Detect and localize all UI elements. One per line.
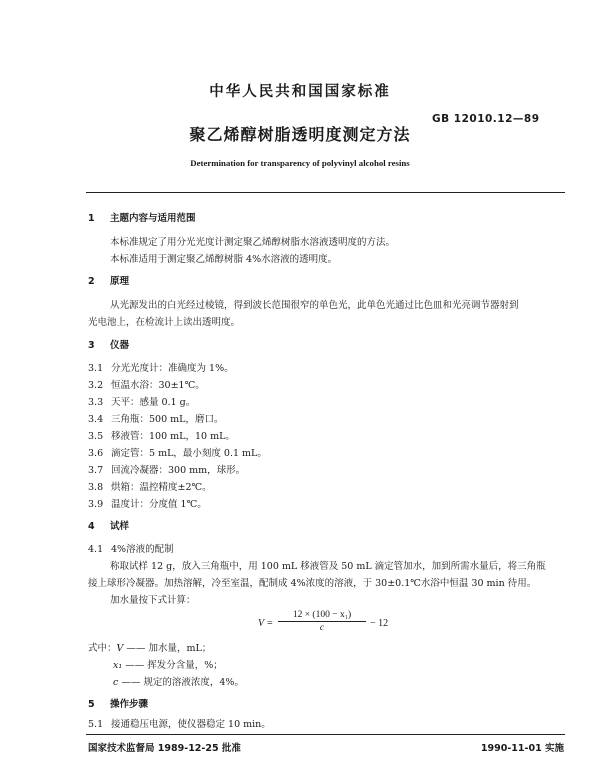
- equation-fraction: [278, 610, 366, 633]
- list-item: 3.6 滴定管：5 mL，最小刻度 0.1 mL。: [88, 448, 267, 459]
- equation-denominator: c: [319, 623, 325, 633]
- section-4-line-2: 接上球形冷凝器。加热溶解，冷至室温，配制成 4%浓度的溶液，于 30±0.1℃水浴中恒温 30 min 待用。: [88, 578, 537, 589]
- section-1-number: 1: [88, 213, 95, 224]
- footer-divider: [86, 734, 565, 735]
- fraction-bar: [278, 621, 366, 622]
- section-5-number: 5: [88, 699, 95, 710]
- variable-description: —— 规定的溶液浓度，4%。: [121, 677, 244, 688]
- section-4-title: 试样: [110, 521, 130, 532]
- list-item: 3.4 三角瓶：500 mL，磨口。: [88, 414, 224, 425]
- section-5-heading: [88, 696, 148, 710]
- section-1-title: 主题内容与适用范围: [110, 213, 196, 224]
- list-item: 3.2 恒温水浴：30±1℃。: [88, 380, 205, 391]
- national-standard-heading: 中华人民共和国国家标准: [209, 84, 391, 100]
- section-5-title: 操作步骤: [110, 699, 149, 710]
- where-prefix: 式中：: [88, 643, 117, 654]
- document-title: 聚乙烯醇树脂透明度测定方法: [189, 125, 411, 144]
- variable-list-item: [113, 674, 244, 688]
- list-item: 3.7 回流冷凝器：300 mm，球形。: [88, 465, 246, 476]
- approval-date: 国家技术监督局 1989-12-25 批准: [88, 743, 241, 754]
- variable-description: —— 加水量，mL；: [126, 643, 212, 654]
- subsection-4-1-heading: 4.1 4%溶液的配制: [88, 544, 174, 555]
- section-1-heading: [88, 210, 196, 224]
- variable-symbol: x₁: [113, 660, 123, 671]
- list-item: 3.9 温度计：分度值 1℃。: [88, 499, 207, 510]
- section-1-paragraph-2: 本标准适用于测定聚乙烯醇树脂 4%水溶液的透明度。: [110, 254, 338, 265]
- section-2-title: 原理: [110, 276, 130, 287]
- list-item: 5.1 接通稳压电源，使仪器稳定 10 min。: [88, 719, 271, 730]
- section-3-number: 3: [88, 340, 95, 351]
- section-3-heading: [88, 337, 129, 351]
- standard-number: GB 12010.12—89: [432, 113, 540, 125]
- section-1-paragraph-1: 本标准规定了用分光光度计测定聚乙烯醇树脂水溶液透明度的方法。: [110, 237, 396, 248]
- list-item: 3.5 移液管：100 mL，10 mL。: [88, 431, 235, 442]
- list-item: 3.3 天平：感量 0.1 g。: [88, 397, 196, 408]
- header-divider: [86, 192, 565, 193]
- section-2-line-1: 从光源发出的白光经过棱镜，得到波长范围很窄的单色光，此单色光通过比色皿和光亮调节器射到: [110, 300, 519, 311]
- section-4-line-3: 加水量按下式计算：: [110, 595, 196, 606]
- section-2-number: 2: [88, 276, 95, 287]
- document-title-english: Determination for transparency of polyvinyl alcohol resins: [190, 158, 410, 168]
- variable-list-item: [88, 640, 211, 654]
- list-item: 3.8 烘箱：温控精度±2℃。: [88, 482, 212, 493]
- implementation-date: 1990-11-01 实施: [480, 743, 564, 754]
- section-2-line-2: 光电池上，在检流计上读出透明度。: [88, 317, 241, 328]
- section-4-number: 4: [88, 521, 95, 532]
- variable-symbol: c: [113, 677, 119, 688]
- list-item: 3.1 分光光度计：准确度为 1%。: [88, 363, 234, 374]
- variable-list-item: [113, 657, 223, 671]
- variable-description: —— 挥发分含量，%；: [125, 660, 223, 671]
- variable-symbol: V: [116, 643, 124, 654]
- equation-numerator: 12 × (100 − x₁): [292, 610, 352, 620]
- equation-rhs: − 12: [370, 618, 389, 629]
- equation-lhs: V =: [258, 618, 274, 629]
- section-4-heading: [88, 518, 129, 532]
- section-4-line-1: 称取试样 12 g，放入三角瓶中，用 100 mL 移液管及 50 mL 滴定管加水，加到所需水量后，将三角瓶: [110, 561, 546, 572]
- section-3-title: 仪器: [110, 340, 130, 351]
- section-2-heading: [88, 273, 129, 287]
